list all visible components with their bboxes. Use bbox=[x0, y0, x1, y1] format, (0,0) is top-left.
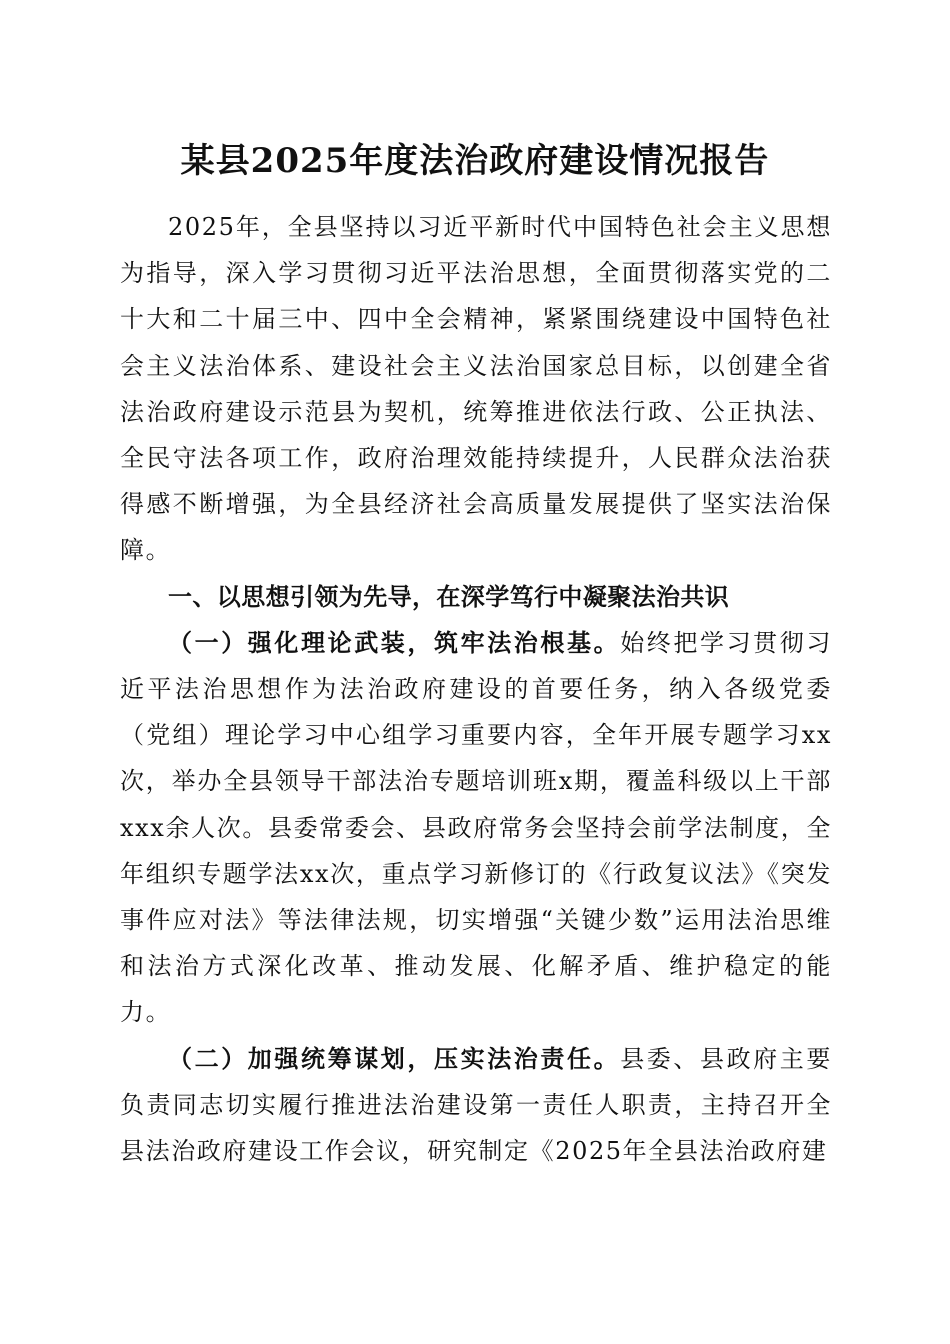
item-text-2: 县委、县政府主要负责同志切实履行推进法治建设第一责任人职责，主持召开全县法治政府建设工作会议，研究制定《2025年全县法治政府建 bbox=[120, 1044, 832, 1166]
document-title: 某县2025年度法治政府建设情况报告 bbox=[180, 141, 770, 181]
item-paragraph-2 bbox=[120, 1036, 832, 1175]
item-lead-2: （二）加强统筹谋划，压实法治责任。 bbox=[168, 1043, 621, 1073]
item-lead-1: （一）强化理论武装，筑牢法治根基。 bbox=[168, 627, 621, 657]
intro-paragraph: 2025年，全县坚持以习近平新时代中国特色社会主义思想为指导，深入学习贯彻习近平法治思想，全面贯彻落实党的二十大和二十届三中、四中全会精神，紧紧围绕建设中国特色社会主义法治体系、建设社会主义法治国家总目标，以创建全省法治政府建设示范县为契机，统筹推进依法行政、公正执法、全民守法各项工作，政府治理效能持续提升，人民群众法治获得感不断增强，为全县经济社会高质量发展提供了坚实法治保障。 bbox=[120, 213, 832, 565]
document-body bbox=[120, 204, 832, 1174]
item-text-1: 始终把学习贯彻习近平法治思想作为法治政府建设的首要任务，纳入各级党委（党组）理论学习中心组学习重要内容，全年开展专题学习xx次，举办全县领导干部法治专题培训班x期，覆盖科级以上干部xxx余人次。县委常委会、县政府常务会坚持会前学法制度，全年组织专题学法xx次，重点学习新修订的《行政复议法》《突发事件应对法》等法律法规，切实增强“关键少数”运用法治思维和法治方式深化改革、推动发展、化解矛盾、维护稳定的能力。 bbox=[120, 628, 832, 1027]
section-heading-1: 一、以思想引领为先导，在深学笃行中凝聚法治共识 bbox=[168, 582, 730, 611]
item-paragraph-1 bbox=[120, 620, 832, 1036]
